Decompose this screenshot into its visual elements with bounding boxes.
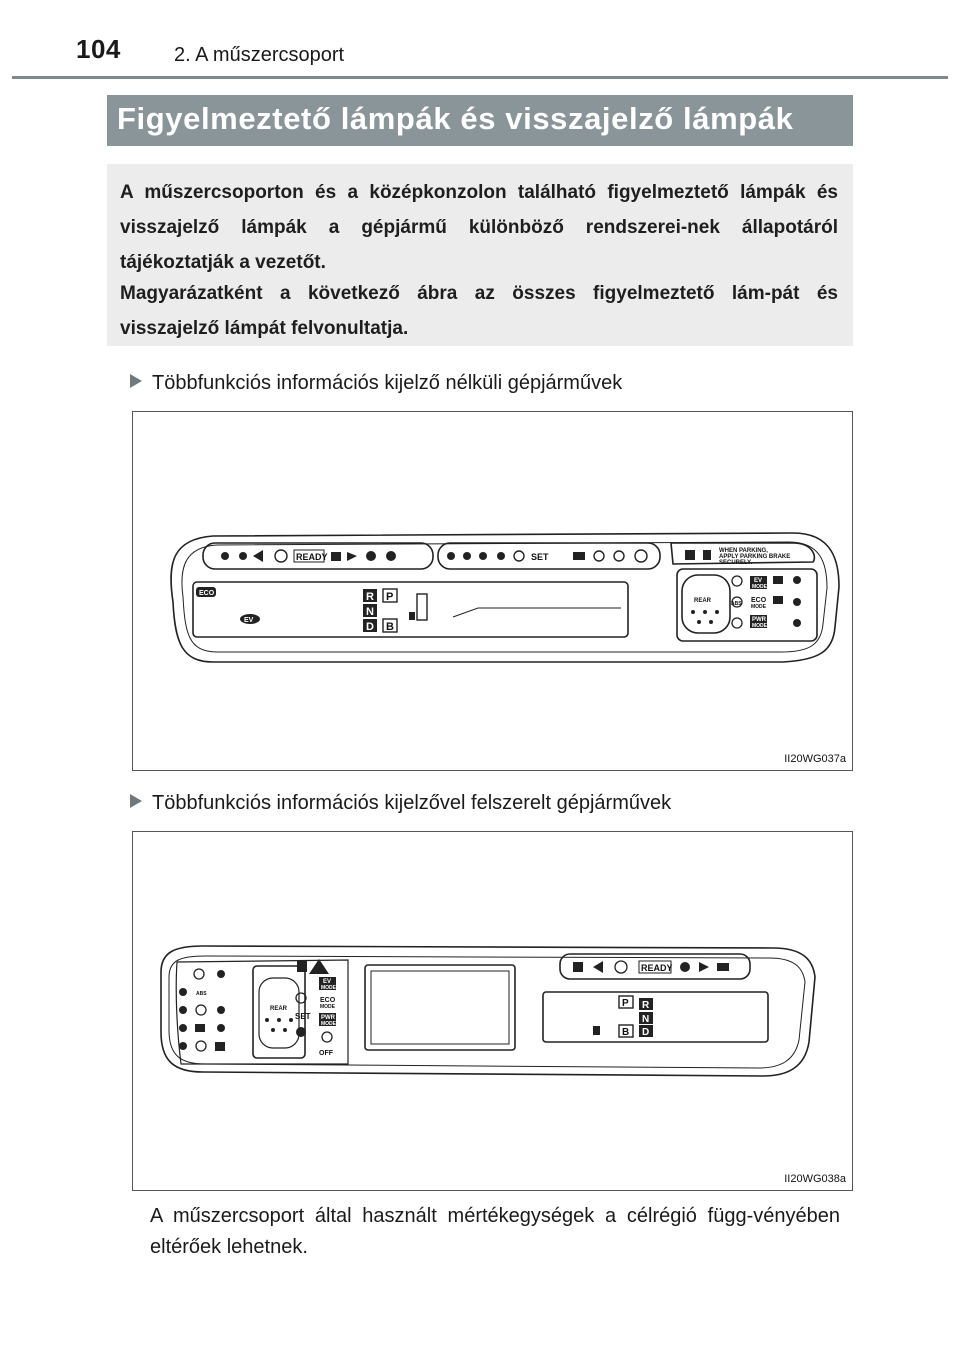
fig1-parking-line-3: SECURELY. — [719, 560, 753, 566]
fig1-eco-badge: ECO — [199, 590, 215, 597]
fig2-eco-mode-1: ECO — [320, 997, 336, 1004]
section-title-bar — [107, 95, 853, 146]
fig1-gear-n: N — [366, 606, 374, 618]
figure-2-caption-text: Többfunkciós információs kijelzővel felszerelt gépjárművek — [152, 792, 672, 814]
fig1-gear-d: D — [366, 621, 374, 633]
fig1-abs-label: ABS — [731, 601, 742, 607]
intro-box — [107, 164, 853, 346]
page-number: 104 — [76, 34, 121, 64]
units-note: A műszercsoport által használt mértékegységek a célrégió függ-vényében eltérőek lehetnek. — [150, 1205, 840, 1258]
fig1-parking-line-1: WHEN PARKING, — [719, 548, 768, 554]
intro-paragraph-1: A műszercsoporton és a középkonzolon található figyelmeztető lámpák és visszajelző lámpák a gépjármű különböző rendszerei-nek állapotáról tájékoztatják a vezetőt. — [120, 182, 838, 273]
cluster-diagram-2 — [133, 832, 852, 1190]
fig2-pwr-mode-1: PWR — [321, 1015, 335, 1021]
fig1-ready-label: READY — [296, 552, 328, 562]
figure-2 — [132, 831, 853, 1191]
fig1-parking-line-2: APPLY PARKING BRAKE — [719, 554, 791, 560]
figure-2-code: II20WG038a — [784, 1173, 846, 1185]
fig1-gear-r: R — [366, 591, 374, 603]
fig1-eco-mode-2: MODE — [751, 604, 766, 610]
fig1-pwr-mode-1: PWR — [752, 617, 766, 623]
fig1-pwr-mode-2: MODE — [752, 623, 767, 629]
fig2-ev-mode-1: EV — [323, 979, 332, 985]
intro-paragraph-2: Magyarázatként a következő ábra az összes figyelmeztető lám-pát és visszajelző lámpát felvonultatja. — [120, 283, 838, 339]
fig1-set-label: SET — [531, 552, 549, 562]
header-rule — [12, 76, 948, 79]
fig1-ev-mode-1: EV — [754, 578, 763, 584]
figure-1-caption — [130, 372, 622, 395]
fig2-ready-label: READY — [641, 963, 673, 973]
fig2-gear-r: R — [642, 1000, 650, 1011]
fig1-eco-mode-1: ECO — [751, 597, 767, 604]
figure-1-caption-text: Többfunkciós információs kijelző nélküli gépjárművek — [152, 372, 623, 394]
fig2-pwr-mode-2: MODE — [321, 1021, 336, 1027]
cluster-diagram-1 — [133, 412, 852, 770]
section-title: Figyelmeztető lámpák és visszajelző lámpák — [117, 101, 794, 136]
fig1-rear-label: REAR — [694, 598, 712, 604]
bullet-triangle-icon — [130, 374, 142, 388]
fig2-set-label: SET — [295, 1012, 311, 1021]
fig2-rear-label: REAR — [270, 1006, 288, 1012]
fig1-ev-badge: EV — [244, 617, 254, 624]
fig2-abs-label: ABS — [196, 991, 207, 997]
fig2-gear-b: B — [622, 1027, 630, 1038]
figure-2-caption — [130, 792, 671, 815]
fig2-gear-d: D — [642, 1027, 650, 1038]
fig2-off-label: OFF — [319, 1050, 333, 1057]
figure-1-code: II20WG037a — [784, 753, 846, 765]
fig1-gear-b: B — [386, 621, 394, 633]
figure-1 — [132, 411, 853, 771]
chapter-title: 2. A műszercsoport — [174, 44, 345, 66]
fig2-eco-mode-2: MODE — [320, 1004, 335, 1010]
fig1-ev-mode-2: MODE — [752, 584, 767, 590]
fig1-gear-p: P — [386, 591, 394, 603]
bullet-triangle-icon — [130, 794, 142, 808]
fig2-gear-p: P — [622, 998, 629, 1009]
fig2-ev-mode-2: MODE — [321, 985, 336, 991]
fig2-gear-n: N — [642, 1014, 650, 1025]
